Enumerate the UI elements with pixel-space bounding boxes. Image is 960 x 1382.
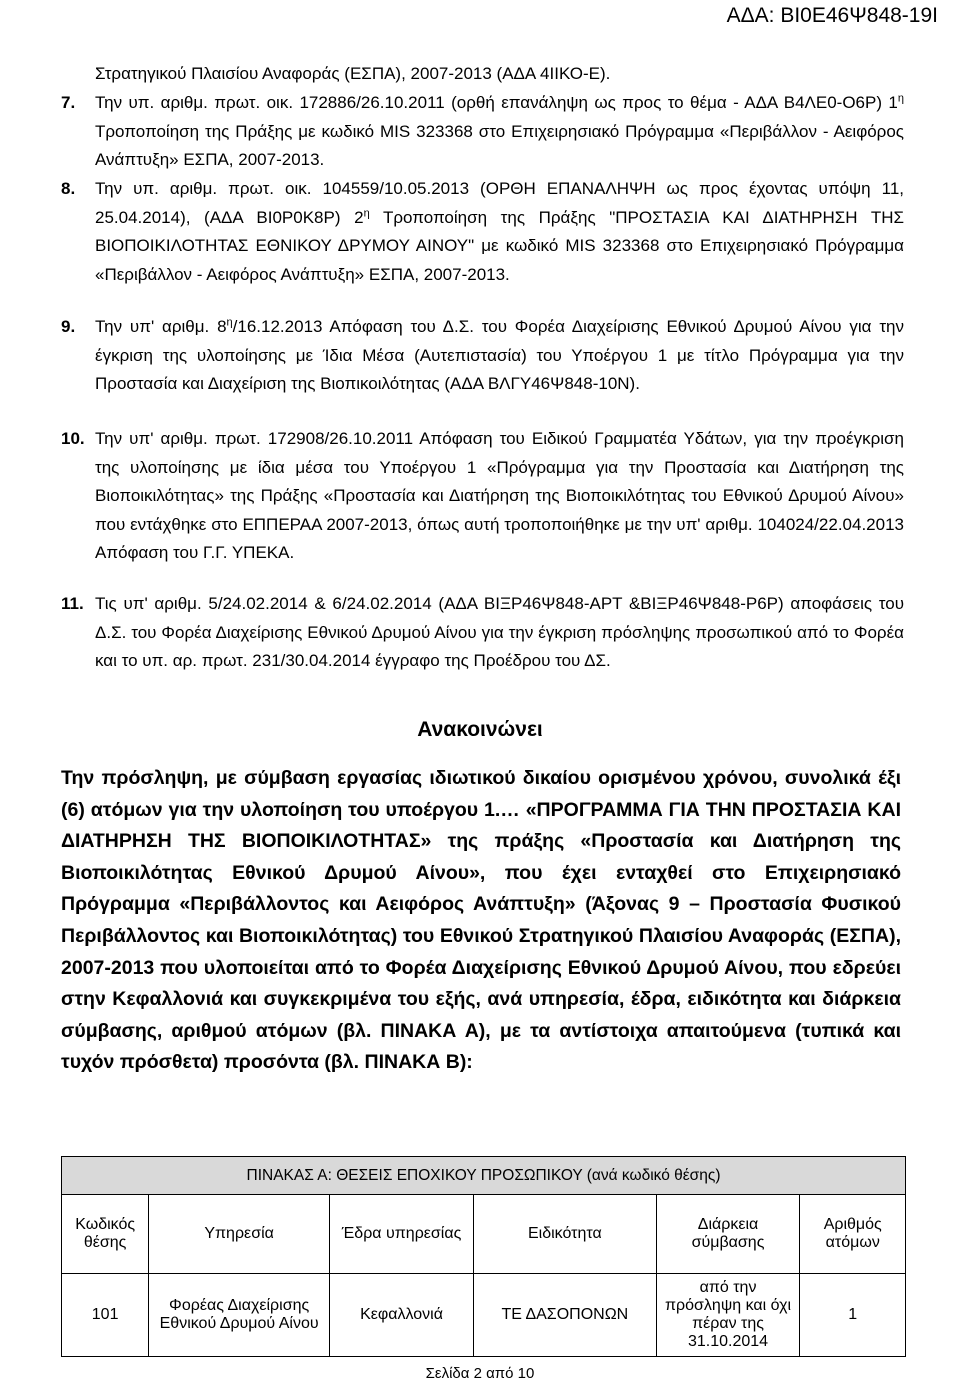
list-item-7 [61,89,904,175]
table-title: ΠΙΝΑΚΑΣ Α: ΘΕΣΕΙΣ ΕΠΟΧΙΚΟΥ ΠΡΟΣΩΠΙΚΟΥ (ανά κωδικό θέσης) [62,1157,906,1195]
cell-code: 101 [62,1274,149,1357]
header-cell-specialty: Ειδικότητα [474,1195,656,1274]
ada-identifier: ΑΔΑ: ΒΙ0Ε46Ψ848-19Ι [726,4,938,27]
list-item-text: Την υπ. αριθμ. πρωτ. οικ. 104559/10.05.2013 (ΟΡΘΗ ΕΠΑΝΑΛΗΨΗ ως προς έχοντας υπόψη 11, 25.04.2014), (ΑΔΑ ΒΙ0Ρ0Κ8Ρ) $2^\eta$ Τροποποίηση της Πράξης "ΠΡΟΣΤΑΣΙΑ ΚΑΙ ΔΙΑΤΗΡΗΣΗ ΤΗΣ ΒΙΟΠΟΙΚΙΛΟΤΗΤΑΣ ΕΘΝΙΚΟΥ ΔΡΥΜΟΥ ΑΙΝΟΥ" με κωδικό MIS 323368 στο Επιχειρησιακό Πρόγραμμα «Περιβάλλον - Αειφόρος Ανάπτυξη» ΕΣΠΑ, 2007-2013. [95,179,905,284]
list-item-text: Την υπ' αριθμ. $8^\eta/16.12.2013$ Απόφαση του Δ.Σ. του Φορέα Διαχείρισης Εθνικού Δρυμού Αίνου για την έγκριση της υλοποίησης με Ίδια Μέσα (Αυτεπιστασία) του Υποέργου 1 με τίτλο Πρόγραμμα για την Προστασία και Διαχείριση της Βιοπικοιλότητας (ΑΔΑ ΒΛΓΥ46Ψ848-10Ν). [95,316,904,393]
list-item-11 [61,590,904,676]
table-row [62,1274,906,1357]
header-cell-code: Κωδικός θέσης [62,1195,149,1274]
list-item-text: Τις υπ' αριθμ. 5/24.02.2014 & 6/24.02.2014 (ΑΔΑ ΒΙΞΡ46Ψ848-ΑΡΤ &ΒΙΞΡ46Ψ848-Ρ6Ρ) αποφάσεις του Δ.Σ. του Φορέα Διαχείρισης Εθνικού Δρυμού Αίνου για την έγκριση πρόσληψης προσωπικού από το Φορέα και το υπ. αρ. πρωτ. 231/30.04.2014 έγγραφο της Προέδρου του ΔΣ. [95,594,904,670]
section-heading: Ανακοινώνει [417,718,543,741]
list-item-number: 7. [61,93,76,112]
cell-count: 1 [800,1274,906,1357]
page-number-footer: Σελίδα 2 από 10 [425,1365,535,1382]
cell-specialty: ΤΕ ΔΑΣΟΠΟΝΩΝ [474,1274,656,1357]
header-cell-duration: Διάρκεια σύμβασης [656,1195,800,1274]
list-item-continuation [95,60,904,89]
list-item-number: 10. [61,429,85,448]
list-item-number: 11. [61,594,84,613]
list-item-number: 9. [61,317,76,336]
list-item-9 [61,313,904,399]
cell-service: Φορέας Διαχείρισης Εθνικού Δρυμού Αίνου [149,1274,330,1357]
list-item-10 [61,425,904,568]
cell-duration: από την πρόσληψη και όχι πέραν της 31.10.2014 [656,1274,800,1357]
list-item-text: Στρατηγικού Πλαισίου Αναφοράς (ΕΣΠΑ), 2007-2013 (ΑΔΑ 4ΙΙΚΟ-Ε). [95,64,611,83]
list-item-number: 8. [61,179,76,198]
list-item-8 [61,175,904,289]
header-cell-count: Αριθμός ατόμων [800,1195,906,1274]
header-cell-service: Υπηρεσία [149,1195,330,1274]
list-item-text: Την υπ. αριθμ. πρωτ. οικ. 172886/26.10.2011 (ορθή επανάληψη ως προς το θέμα - ΑΔΑ Β4ΛΕ0-Ο6Ρ) $1^\eta$ Τροποποίηση της Πράξης με κωδικό MIS 323368 στο Επιχειρησιακό Πρόγραμμα «Περιβάλλον - Αειφόρος Ανάπτυξη» ΕΣΠΑ, 2007-2013. [95,92,904,169]
header-cell-location: Έδρα υπηρεσίας [329,1195,473,1274]
announcement-paragraph: Την πρόσληψη, με σύμβαση εργασίας ιδιωτικού δικαίου ορισμένου χρόνου, συνολικά έξι (6) ατόμων για την υλοποίηση του υποέργου 1.… «ΠΡΟΓΡΑΜΜΑ ΓΙΑ ΤΗΝ ΠΡΟΣΤΑΣΙΑ ΚΑΙ ΔΙΑΤΗΡΗΣΗ ΤΗΣ ΒΙΟΠΟΙΚΙΛΟΤΗΤΑΣ» της πράξης «Προστασία και Διατήρηση της Βιοποικιλότητας Εθνικού Δρυμού Αίνου», που έχει ενταχθεί στο Επιχειρησιακό Πρόγραμμα «Περιβάλλοντος και Αειφόρος Ανάπτυξη» (Άξονας 9 – Προστασία Φυσικού Περιβάλλοντος και Βιοποικιλότητας) του Εθνικού Στρατηγικού Πλαισίου Αναφοράς (ΕΣΠΑ), 2007-2013 που υλοποιείται από το Φορέα Διαχείρισης Εθνικού Δρυμού Αίνου, που εδρεύει στην Κεφαλλονιά και συγκεκριμένα του εξής, ανά υπηρεσία, έδρα, ειδικότητα και διάρκεια σύμβασης, αριθμού ατόμων (βλ. ΠΙΝΑΚΑ Α), με τα αντίστοιχα απαιτούμενα (τυπικά και τυχόν πρόσθετα) προσόντα (βλ. ΠΙΝΑΚΑ Β): [61,767,901,1074]
positions-table [61,1156,906,1357]
list-item-text: Την υπ' αριθμ. πρωτ. 172908/26.10.2011 Απόφαση του Ειδικού Γραμματέα Υδάτων, για την προέγκριση της υλοποίησης με ίδια μέσα του Υποέργου 1 «Πρόγραμμα για την Προστασία και Διατήρηση της Βιοποικιλότητας» της Πράξης «Προστασία και Διατήρηση της Βιοποικιλότητας του Εθνικού Δρυμού Αίνου» που εντάχθηκε στο ΕΠΠΕΡΑΑ 2007-2013, όπως αυτή τροποποιήθηκε με την υπ' αριθμ. 104024/22.04.2013 Απόφαση του Γ.Γ. ΥΠΕΚΑ. [95,429,904,562]
table-header-row [62,1195,906,1274]
cell-location: Κεφαλλονιά [329,1274,473,1357]
